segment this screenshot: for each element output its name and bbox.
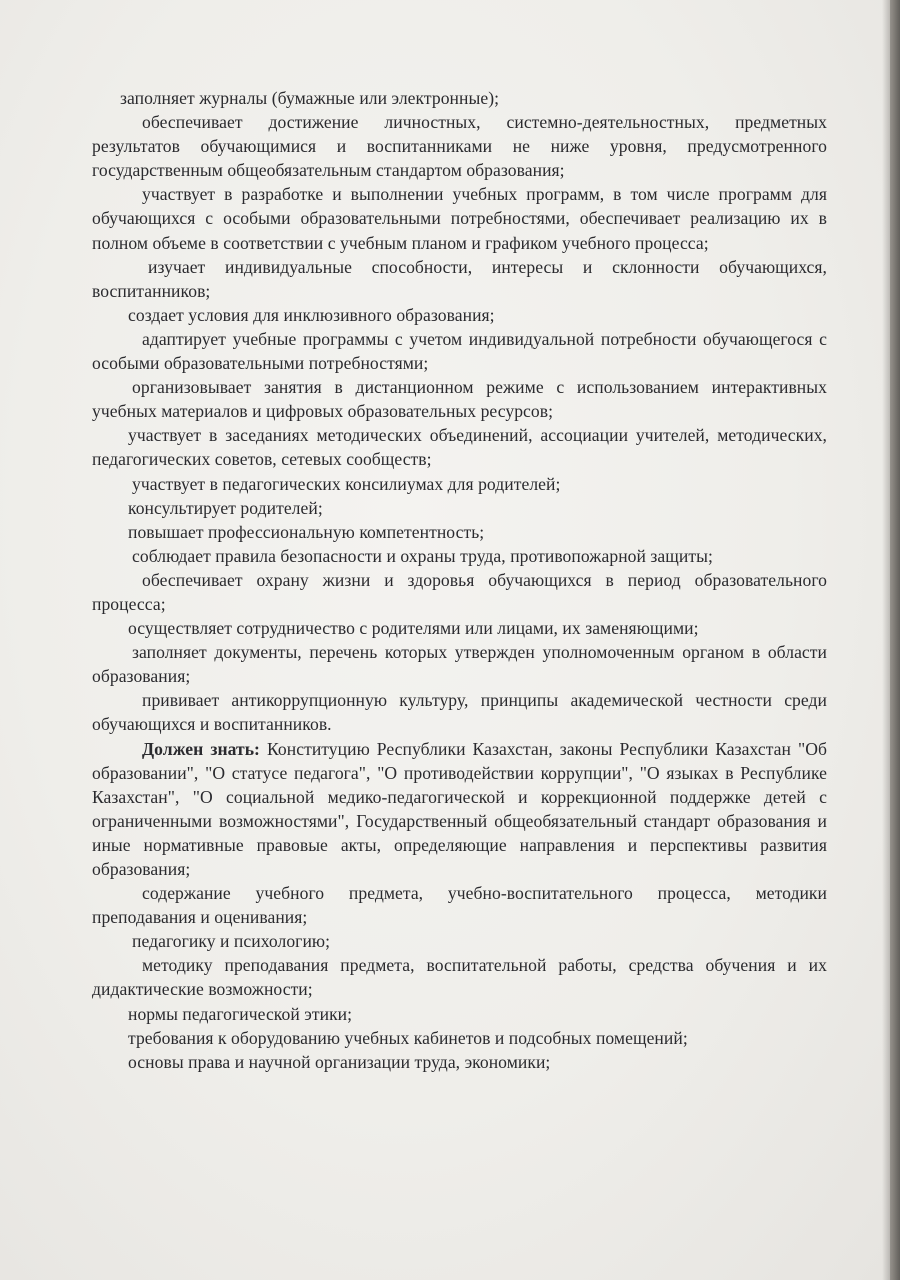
paragraph: консультирует родителей; [128,497,323,518]
paragraph: участвует в заседаниях методических объединений, ассоциации учителей, методических, педагогических советов, сетевых сообществ; [92,425,827,470]
paragraph: соблюдает правила безопасности и охраны труда, противопожарной защиты; [132,545,713,566]
paragraph: осуществляет сотрудничество с родителями или лицами, их заменяющими; [128,618,699,639]
knowledge-item: нормы педагогической этики; [128,1003,353,1024]
must-know-text: Конституцию Республики Казахстан, законы Республики Казахстан "Об образовании", "О статусе педагога", "О противодействии коррупции", "О языках в Республике Казахстан", "О социальной медико-педагогической и коррекционной поддержке детей с ограниченными возможностями", Государственный общеобязательный стандарт образования и иные нормативные правовые акты, определяющие направления и перспективы развития образования; [92,738,828,879]
paragraph: заполняет документы, перечень которых утвержден уполномоченным органом в области образования; [92,642,827,687]
paragraph: адаптирует учебные программы с учетом индивидуальной потребности обучающегося с особыми образовательными потребностями; [92,328,827,374]
paragraph: обеспечивает достижение личностных, системно-деятельностных, предметных результатов обучающимися и воспитанниками не ниже уровня, предусмотренного государственным общеобязательным стандартом образования; [92,112,827,181]
paragraph: организовывает занятия в дистанционном режиме с использованием интерактивных учебных материалов и цифровых образовательных ресурсов; [92,377,827,422]
paragraph: прививает антикоррупционную культуру, принципы академической честности среди обучающихся и воспитанников. [92,690,827,735]
paragraph: обеспечивает охрану жизни и здоровья обучающихся в период образовательного процесса; [92,569,827,614]
paragraph: изучает индивидуальные способности, интересы и склонности обучающихся, воспитанников; [92,256,827,301]
knowledge-item: основы права и научной организации труда, экономики; [128,1051,551,1072]
paragraph: заполняет журналы (бумажные или электронные); [120,88,500,108]
document-body [92,86,827,1074]
knowledge-item: содержание учебного предмета, учебно-воспитательного процесса, методики преподавания и оценивания; [92,883,827,928]
knowledge-item: педагогику и психологию; [132,931,331,952]
knowledge-item: методику преподавания предмета, воспитательной работы, средства обучения и их дидактические возможности; [92,955,827,1000]
paragraph: создает условия для инклюзивного образования; [128,304,495,325]
knowledge-item: требования к оборудованию учебных кабинетов и подсобных помещений; [128,1027,688,1048]
paragraph: участвует в разработке и выполнении учебных программ, в том числе программ для обучающихся с особыми образовательными потребностями, обеспечивает реализацию их в полном объеме в соответствии с учебным планом и графиком учебного процесса; [92,184,827,253]
must-know-label: Должен знать: [142,738,260,759]
paragraph: повышает профессиональную компетентность; [128,521,485,542]
must-know-paragraph [92,737,827,882]
paper-edge-shadow [882,0,900,1280]
paragraph: участвует в педагогических консилиумах для родителей; [132,473,561,494]
